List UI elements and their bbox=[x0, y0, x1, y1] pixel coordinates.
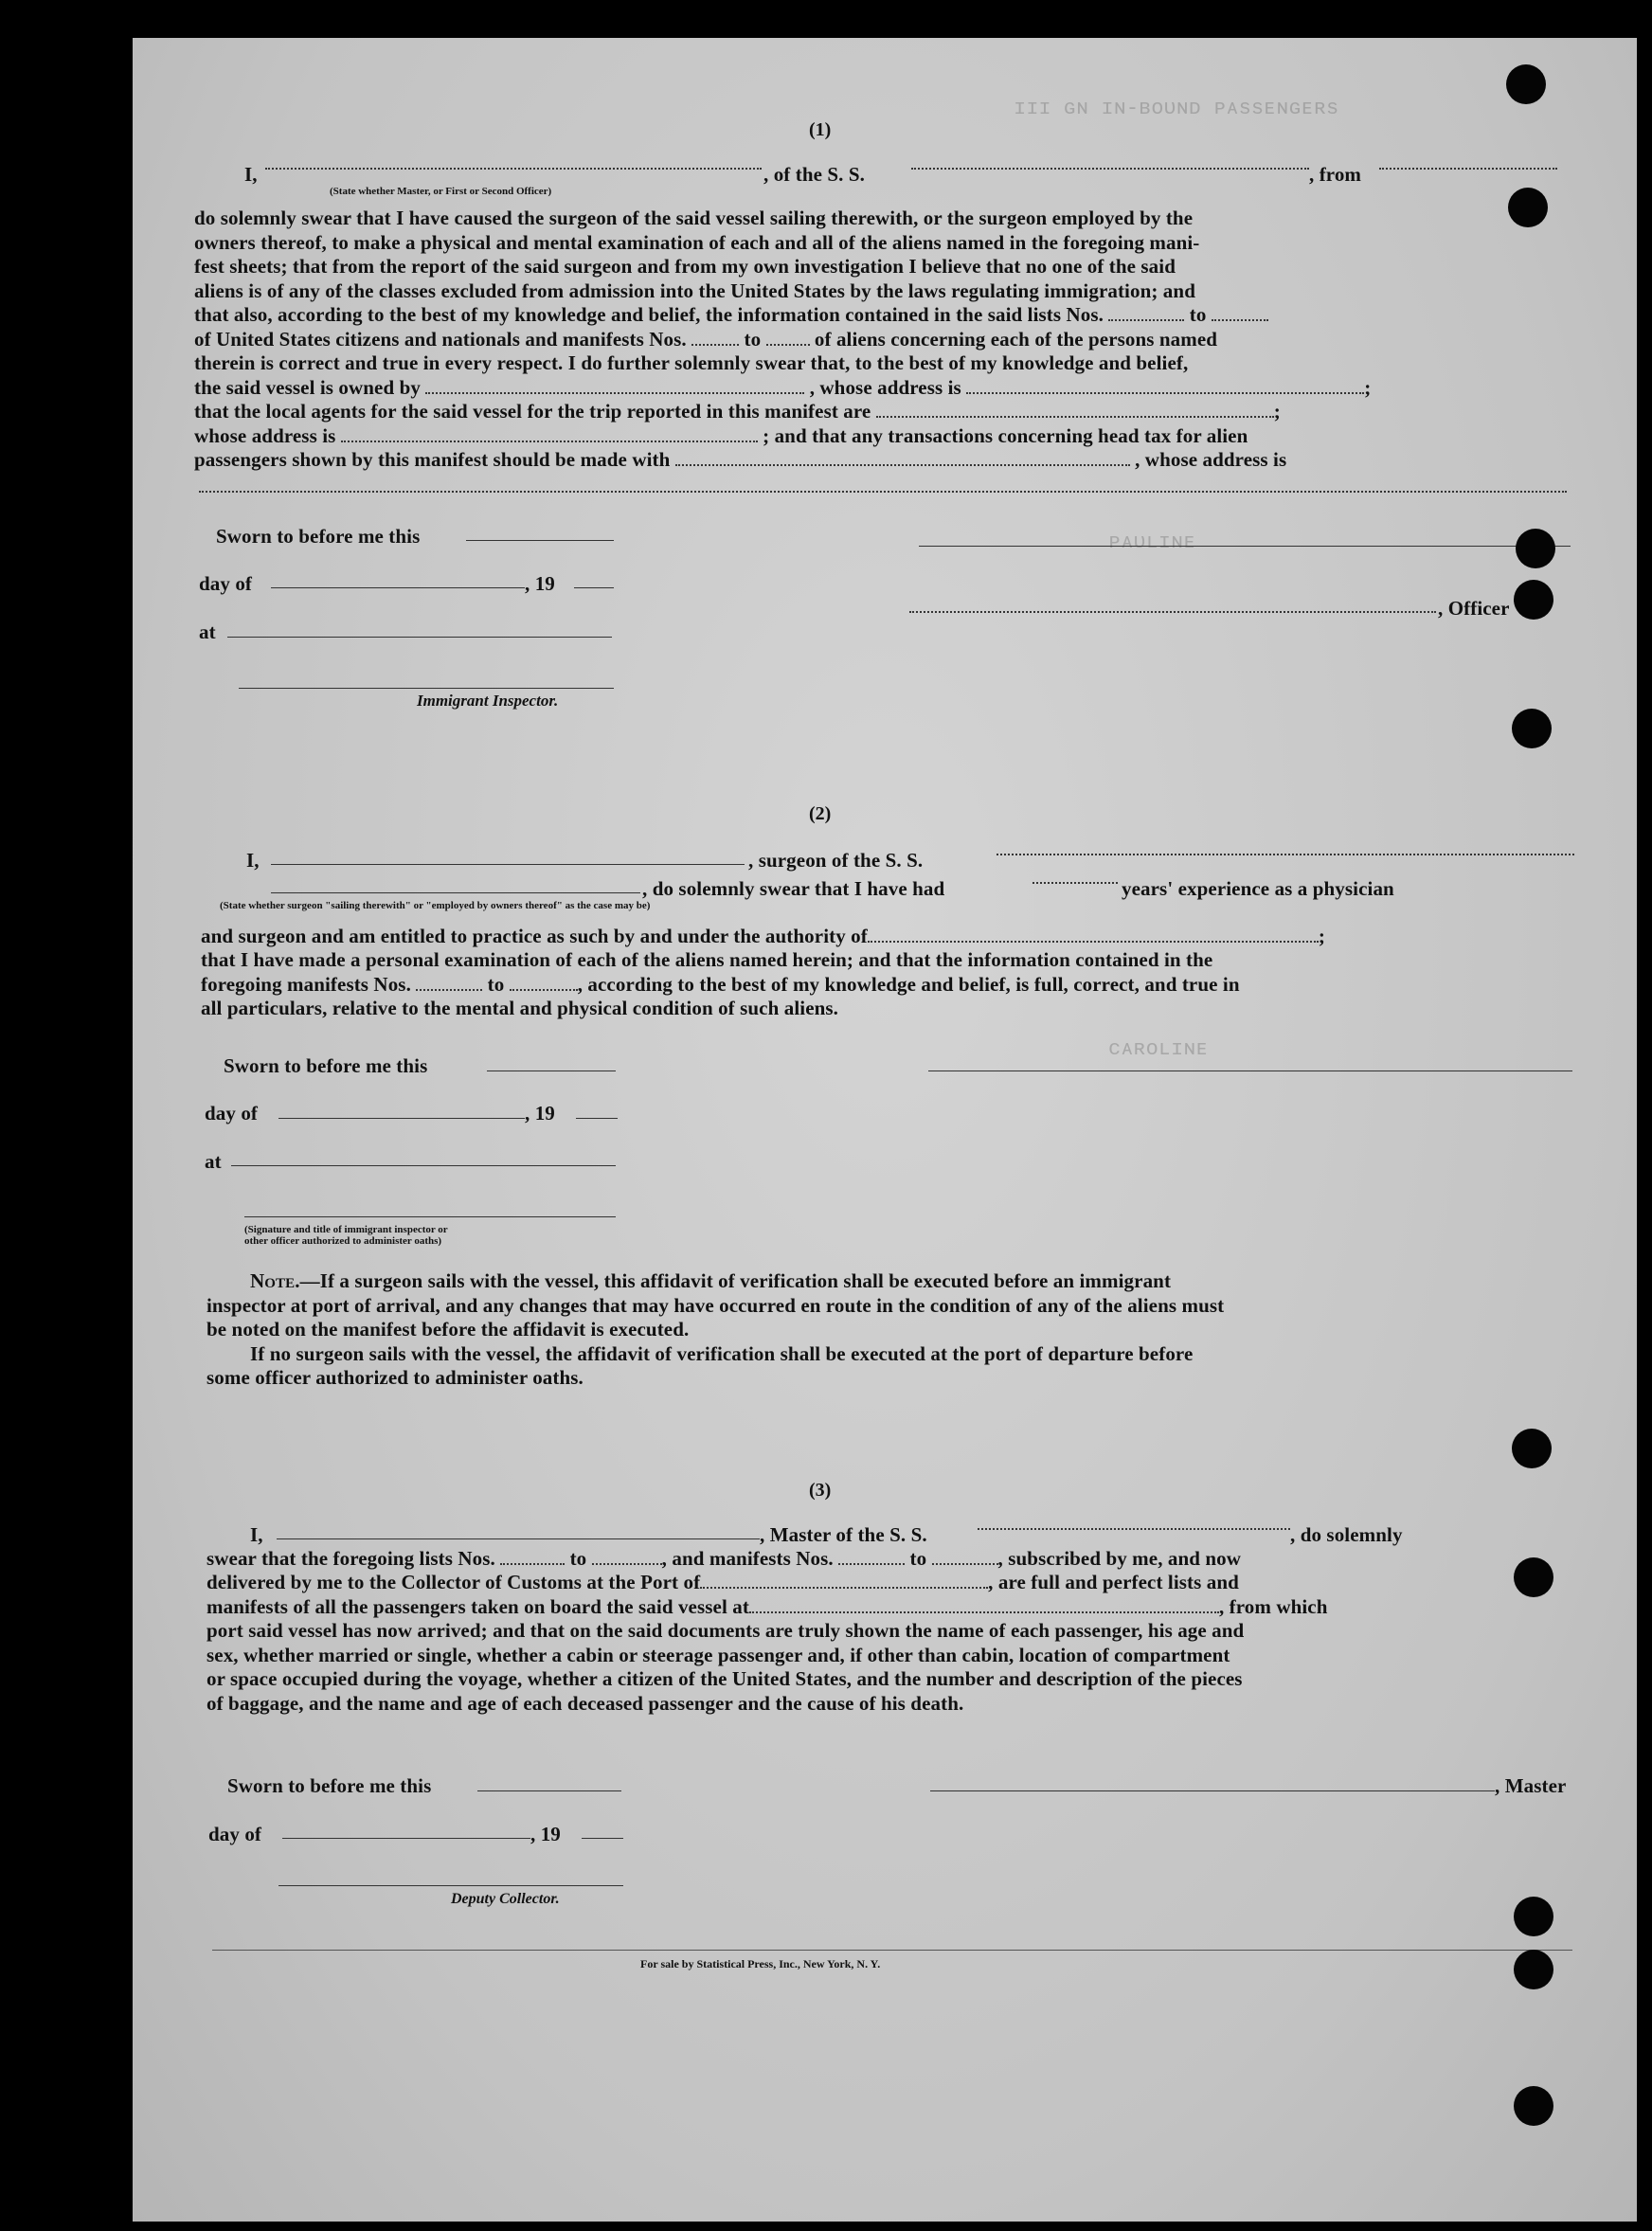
s3-day-field[interactable] bbox=[282, 1838, 530, 1839]
s2-line-1: and surgeon and am entitled to practice as such by and under the authority of ; bbox=[201, 925, 1325, 947]
s2-years-field[interactable] bbox=[1032, 882, 1118, 884]
punch-hole bbox=[1506, 64, 1546, 104]
s1-sworn: Sworn to before me this bbox=[216, 525, 421, 548]
s2-day-field[interactable] bbox=[278, 1118, 525, 1119]
s3-master: , Master bbox=[1495, 1774, 1567, 1797]
s2-19: , 19 bbox=[525, 1102, 555, 1124]
s2-blank[interactable] bbox=[271, 892, 640, 893]
s3-vessel-field[interactable] bbox=[978, 1528, 1290, 1530]
bleed-through-text: ɪɪɪ ɢɴ ɪɴ-ʙᴏᴜɴᴅ ᴘᴀssᴇɴɢᴇʀs bbox=[1014, 97, 1339, 120]
bleed-through-text: ᴄᴀʀᴏʟɪɴᴇ bbox=[1108, 1037, 1209, 1061]
s2-surgeon-of: , surgeon of the S. S. bbox=[748, 849, 924, 872]
s3-i: I, bbox=[250, 1523, 263, 1546]
s2-inspector-signature[interactable] bbox=[244, 1216, 616, 1217]
s2-year-field[interactable] bbox=[576, 1118, 618, 1119]
section-1-number: (1) bbox=[809, 119, 832, 140]
bleed-through-text: ᴘᴀᴜʟɪɴᴇ bbox=[1108, 531, 1196, 554]
s1-paragraph: do solemnly swear that I have caused the surgeon of the said vessel sailing therewith, or the surgeon employed by the owners thereof, to make a physical and mental examination of each and all of the aliens named in the foregoing mani- fest sheets; that from the report of the said surgeon and from my own investigation I believe that no one of the said aliens is of any of the classes excluded from admission into the United States by the laws regulating immigration; and that also, according to the best of my knowledge and belief, the information contained in the said lists Nos. to of United States citizens and nationals and manifests Nos. to of aliens concerning each of the persons named therein is correct and true in every respect. I do further solemnly swear that, to the best of my knowledge and belief, the said vessel is owned by , whose address is ; that the local agents for the said vessel for the trip reported in this manifest are ; whose address is ; and that any transactions concerning head tax for alien passengers shown by this manifest should be made with , whose address is bbox=[194, 207, 1372, 471]
s3-year-field[interactable] bbox=[582, 1838, 623, 1839]
s2-at-field[interactable] bbox=[231, 1165, 616, 1166]
s3-sworn: Sworn to before me this bbox=[227, 1774, 432, 1797]
s2-day-of: day of bbox=[205, 1102, 259, 1124]
s3-master-signature[interactable] bbox=[930, 1790, 1495, 1791]
s1-year-field[interactable] bbox=[574, 587, 614, 588]
s1-address-field[interactable] bbox=[199, 491, 1567, 493]
punch-hole bbox=[1514, 1897, 1553, 1936]
s1-sworn-field[interactable] bbox=[466, 540, 614, 541]
s2-sig-caption-2: other officer authorized to administer oaths) bbox=[244, 1235, 442, 1247]
s2-note: Note.—If a surgeon sails with the vessel, this affidavit of verification shall be executed before an immigrant inspector at port of arrival, and any changes that may have occurred en route in the condition of any of the aliens must be noted on the manifest before the affidavit is executed. If no surgeon sails with the vessel, the affidavit of verification shall be executed at the port of departure before some officer authorized to administer oaths. bbox=[206, 1269, 1225, 1389]
s1-officer: , Officer bbox=[1438, 597, 1510, 620]
s3-sworn-field[interactable] bbox=[477, 1790, 621, 1791]
s3-do-solemnly: , do solemnly bbox=[1290, 1523, 1403, 1546]
s1-caption: (State whether Master, or First or Second Officer) bbox=[330, 186, 552, 197]
punch-hole bbox=[1514, 580, 1553, 620]
s2-at: at bbox=[205, 1150, 222, 1173]
section-3-number: (3) bbox=[809, 1480, 832, 1501]
s2-surgeon-name-field[interactable] bbox=[271, 864, 745, 865]
punch-hole bbox=[1512, 1429, 1552, 1468]
s1-officer-title-field[interactable] bbox=[909, 611, 1436, 613]
s2-do-solemnly: , do solemnly swear that I have had bbox=[642, 877, 945, 900]
s2-caption: (State whether surgeon "sailing therewith" or "employed by owners thereof" as the case may be) bbox=[220, 900, 651, 911]
s3-line-2: swear that the foregoing lists Nos. to , and manifests Nos. to , subscribed by me, and now bbox=[206, 1547, 1242, 1570]
s2-i: I, bbox=[246, 849, 260, 872]
s1-from-field[interactable] bbox=[1379, 168, 1557, 170]
s3-line-4: manifests of all the passengers taken on board the said vessel at , from which bbox=[206, 1595, 1328, 1618]
s3-day-of: day of bbox=[208, 1823, 262, 1845]
s1-officer-field[interactable] bbox=[265, 168, 762, 170]
s3-line-3: delivered by me to the Collector of Customs at the Port of , are full and perfect lists and bbox=[206, 1571, 1239, 1593]
punch-hole bbox=[1514, 1557, 1553, 1597]
s2-line-2: that I have made a personal examination of each of the aliens named herein; and that the information contained in the bbox=[201, 948, 1213, 971]
punch-hole bbox=[1514, 2086, 1553, 2126]
footer-rule bbox=[212, 1950, 1572, 1951]
footer-text: For sale by Statistical Press, Inc., New York, N. Y. bbox=[640, 1957, 881, 1970]
s1-at-field[interactable] bbox=[227, 637, 612, 638]
s1-immigrant-inspector: Immigrant Inspector. bbox=[417, 692, 559, 710]
section-2-number: (2) bbox=[809, 803, 832, 824]
manifest-page bbox=[133, 38, 1637, 2222]
s1-day-field[interactable] bbox=[271, 587, 525, 588]
s3-collector-signature[interactable] bbox=[278, 1885, 623, 1886]
s2-years: years' experience as a physician bbox=[1122, 877, 1394, 900]
s1-officer-signature[interactable] bbox=[919, 546, 1571, 547]
punch-hole bbox=[1516, 529, 1555, 568]
s2-sig-caption-1: (Signature and title of immigrant inspector or bbox=[244, 1224, 448, 1235]
s3-19: , 19 bbox=[530, 1823, 561, 1845]
s1-19: , 19 bbox=[525, 572, 555, 595]
s3-master-of: , Master of the S. S. bbox=[760, 1523, 927, 1546]
s1-day-of: day of bbox=[199, 572, 253, 595]
s2-vessel-field[interactable] bbox=[997, 854, 1574, 855]
s1-at: at bbox=[199, 621, 216, 643]
s3-master-name-field[interactable] bbox=[277, 1538, 760, 1539]
punch-hole bbox=[1508, 188, 1548, 227]
s2-line-4: all particulars, relative to the mental and physical condition of such aliens. bbox=[201, 997, 839, 1019]
s2-line-3: foregoing manifests Nos. to , according to the best of my knowledge and belief, is full, correct, and true in bbox=[201, 973, 1240, 996]
s1-inspector-signature[interactable] bbox=[239, 688, 614, 689]
s2-sworn: Sworn to before me this bbox=[224, 1054, 428, 1077]
s3-paragraph: port said vessel has now arrived; and that on the said documents are truly shown the name of each passenger, his age and sex, whether married or single, whether a cabin or steerage passenger and, if other than cabin, location of compartment or space occupied during the voyage, whether a citizen of the United States, and the number and description of the pieces of baggage, and the name and age of each deceased passenger and the cause of his death. bbox=[206, 1619, 1245, 1715]
punch-hole bbox=[1514, 1950, 1553, 1989]
s1-vessel-field[interactable] bbox=[911, 168, 1309, 170]
punch-hole bbox=[1512, 709, 1552, 748]
s3-deputy-collector: Deputy Collector. bbox=[451, 1891, 560, 1907]
s1-i: I, bbox=[244, 163, 258, 186]
s1-of-ss: , of the S. S. bbox=[763, 163, 865, 186]
s1-from: , from bbox=[1309, 163, 1362, 186]
